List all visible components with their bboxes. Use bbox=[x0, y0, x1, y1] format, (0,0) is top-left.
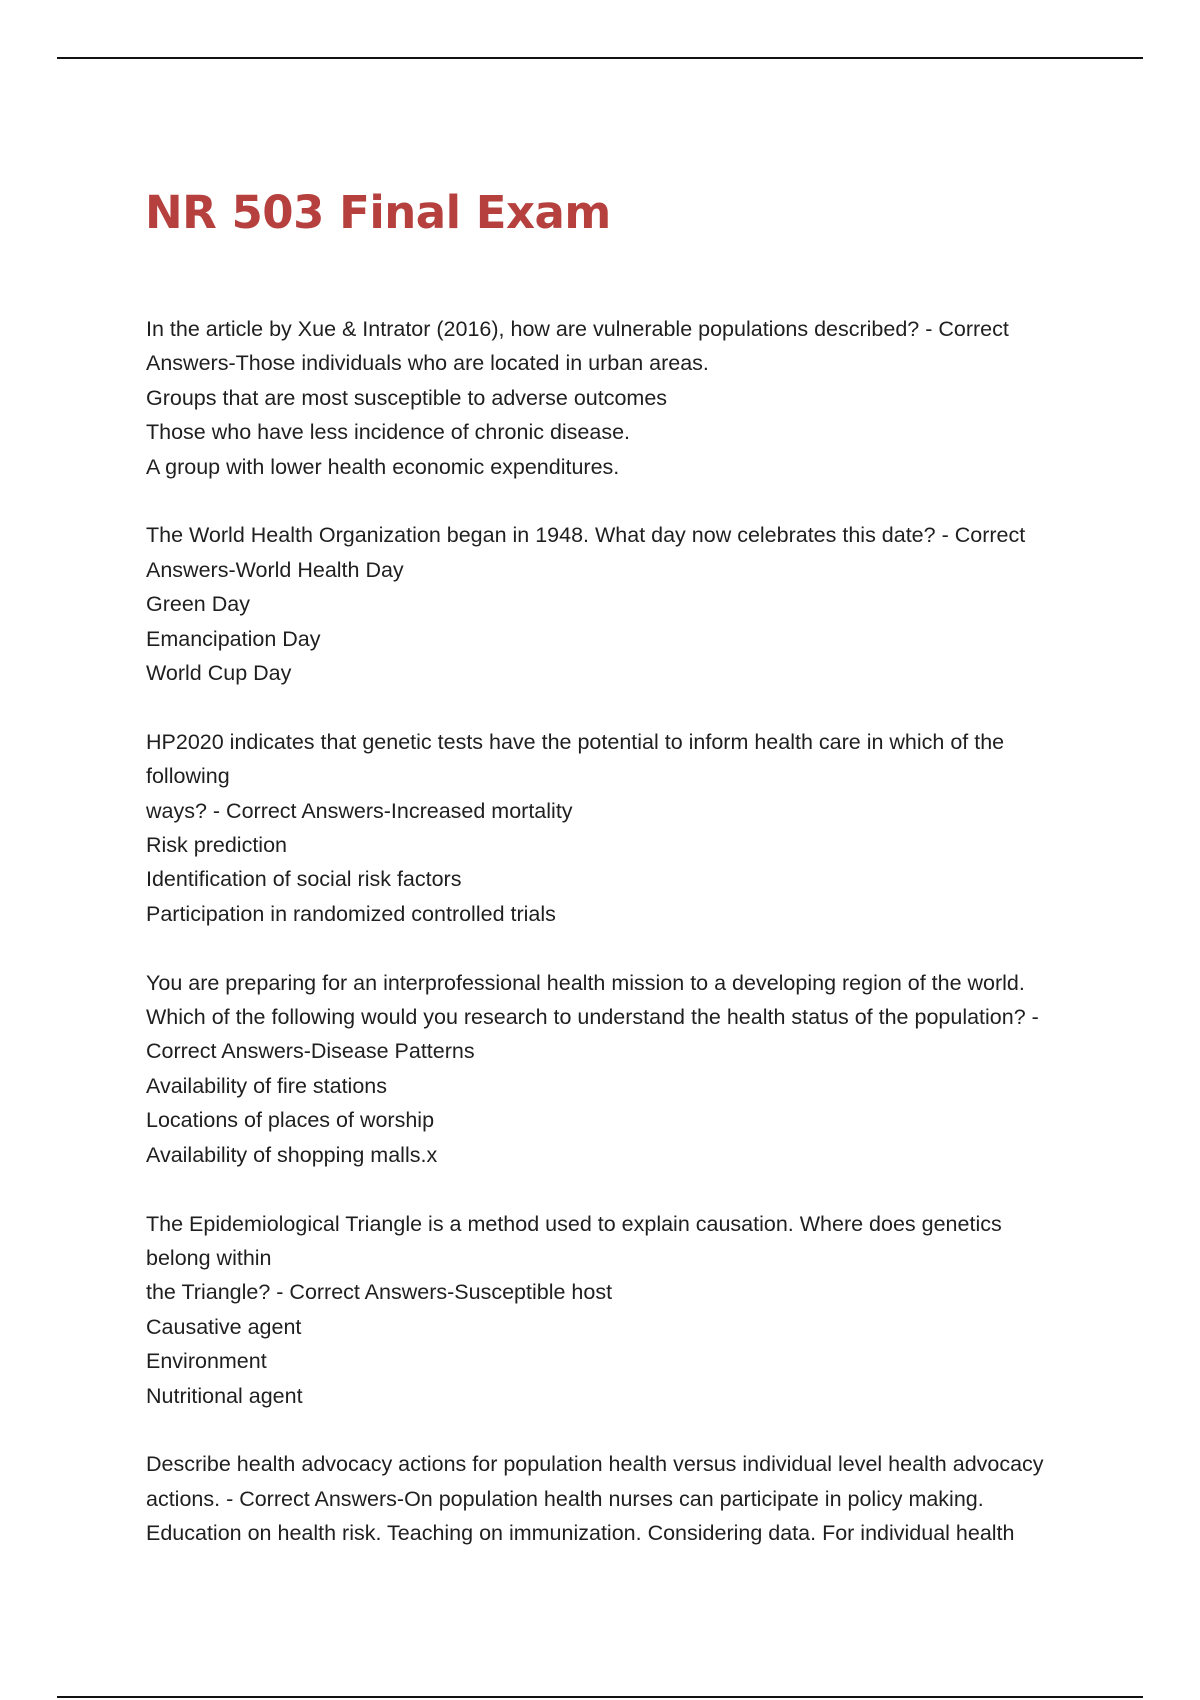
option-text: A group with lower health economic expenditures. bbox=[146, 454, 620, 479]
answer-text: Correct Answers-Disease Patterns bbox=[146, 1039, 475, 1064]
option-text: Availability of fire stations bbox=[146, 1073, 387, 1098]
option-text: Those who have less incidence of chronic disease. bbox=[146, 420, 631, 445]
answer-text: Education on health risk. Teaching on immunization. Considering data. For individual health bbox=[146, 1521, 1015, 1546]
document-body bbox=[146, 312, 1096, 1585]
answer-text: Answers-World Health Day bbox=[146, 557, 404, 582]
answer-text: actions. - Correct Answers-On population health nurses can participate in policy making. bbox=[146, 1486, 984, 1511]
question-text: Describe health advocacy actions for population health versus individual level health advocacy bbox=[146, 1452, 1044, 1477]
option-text: Nutritional agent bbox=[146, 1383, 303, 1408]
question-text: You are preparing for an interprofessional health mission to a developing region of the world. bbox=[146, 970, 1025, 995]
question-text: belong within bbox=[146, 1245, 272, 1270]
option-text: Risk prediction bbox=[146, 833, 287, 858]
top-rule bbox=[57, 57, 1143, 59]
question-block bbox=[146, 1207, 1096, 1413]
question-text: following bbox=[146, 764, 230, 789]
question-text: In the article by Xue & Intrator (2016), how are vulnerable populations described? - Correct bbox=[146, 317, 1009, 341]
answer-text: the Triangle? - Correct Answers-Susceptible host bbox=[146, 1280, 613, 1305]
question-block bbox=[146, 312, 1096, 484]
option-text: Availability of shopping malls.x bbox=[146, 1142, 438, 1167]
answer-text: ways? - Correct Answers-Increased mortality bbox=[146, 798, 573, 823]
option-text: Emancipation Day bbox=[146, 626, 321, 651]
option-text: Locations of places of worship bbox=[146, 1108, 435, 1133]
bottom-rule bbox=[57, 1696, 1143, 1698]
option-text: Participation in randomized controlled trials bbox=[146, 901, 556, 926]
question-text: The World Health Organization began in 1948. What day now celebrates this date? - Correct bbox=[146, 523, 1026, 548]
answer-text: Answers-Those individuals who are located in urban areas. bbox=[146, 351, 709, 376]
option-text: World Cup Day bbox=[146, 661, 292, 686]
question-block bbox=[146, 1447, 1096, 1550]
question-block bbox=[146, 966, 1096, 1172]
question-block bbox=[146, 725, 1096, 931]
question-block bbox=[146, 518, 1096, 690]
option-text: Green Day bbox=[146, 592, 250, 617]
page-title: NR 503 Final Exam bbox=[145, 186, 611, 239]
option-text: Identification of social risk factors bbox=[146, 867, 462, 892]
option-text: Groups that are most susceptible to adverse outcomes bbox=[146, 385, 668, 410]
question-text: Which of the following would you research to understand the health status of the population? - bbox=[146, 1005, 1039, 1030]
question-text: The Epidemiological Triangle is a method used to explain causation. Where does genetics bbox=[146, 1211, 1002, 1236]
option-text: Causative agent bbox=[146, 1314, 302, 1339]
option-text: Environment bbox=[146, 1349, 267, 1374]
question-text: HP2020 indicates that genetic tests have the potential to inform health care in which of the bbox=[146, 729, 1005, 754]
